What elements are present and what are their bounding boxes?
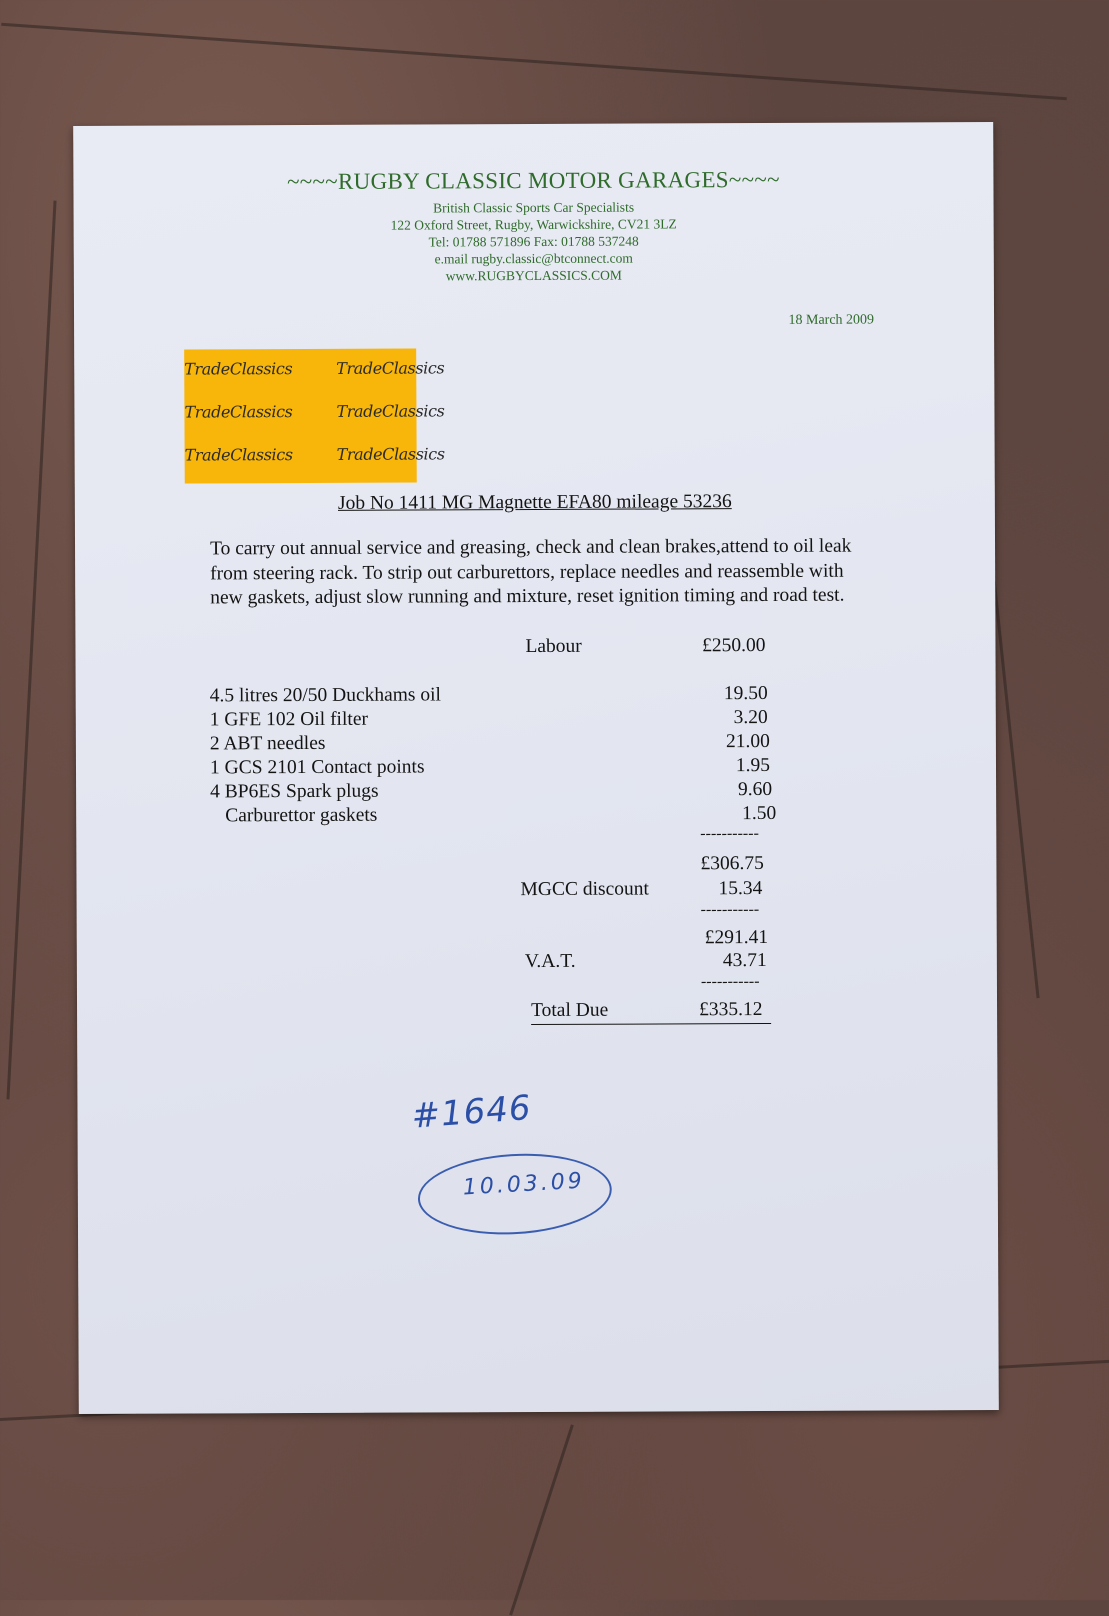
- separator-line: -----------: [700, 901, 760, 919]
- total-amount: £335.12: [699, 999, 763, 1021]
- work-description: To carry out annual service and greasing, check and clean brakes,attend to oil leak from steering rack. To strip out carburettors, replace needles and reassemble with new gaskets, adjust slow running and mixture, reset ignition timing and road test.: [209, 535, 852, 609]
- subtotal-amount: £306.75: [700, 853, 764, 875]
- vat-label: V.A.T.: [524, 950, 576, 973]
- item-amount: 1.50: [742, 802, 777, 825]
- company-phone: Tel: 01788 571896 Fax: 01788 537248: [428, 233, 639, 250]
- item-amount: 1.95: [735, 754, 771, 777]
- item-desc: 4 BP6ES Spark plugs: [210, 780, 379, 803]
- item-desc: 1 GCS 2101 Contact points: [209, 756, 425, 779]
- invoice-paper: [73, 122, 999, 1414]
- handwritten-date: 10.03.09: [462, 1168, 586, 1201]
- vat-amount: 43.71: [722, 949, 767, 972]
- logo-word: TradeClassics: [336, 401, 445, 421]
- item-amount: 21.00: [725, 730, 770, 753]
- item-desc: 1 GFE 102 Oil filter: [209, 708, 368, 731]
- handwritten-number: #1646: [410, 1087, 533, 1137]
- item-desc: 2 ABT needles: [209, 732, 326, 755]
- separator-line: -----------: [700, 825, 759, 843]
- job-line: Job No 1411 MG Magnette EFA80 mileage 53236: [337, 491, 732, 514]
- company-email: e.mail rugby.classic@btconnect.com: [434, 250, 633, 267]
- net-amount: £291.41: [704, 926, 769, 949]
- item-desc: Carburettor gaskets: [225, 804, 378, 827]
- total-label: Total Due: [531, 999, 609, 1022]
- company-name: ~~~~RUGBY CLASSIC MOTOR GARAGES~~~~: [286, 166, 780, 195]
- tradeclassics-logo-watermark: [184, 349, 445, 484]
- total-row: [531, 999, 771, 1025]
- company-website: www.RUGBYCLASSICS.COM: [445, 267, 622, 284]
- logo-word: TradeClassics: [336, 444, 445, 464]
- separator-line: -----------: [700, 973, 760, 991]
- logo-word: TradeClassics: [184, 402, 293, 422]
- invoice-date: 18 March 2009: [788, 312, 875, 328]
- labour-label: Labour: [525, 635, 582, 658]
- logo-word: TradeClassics: [184, 445, 293, 465]
- item-amount: 3.20: [733, 706, 768, 729]
- item-desc: 4.5 litres 20/50 Duckhams oil: [209, 684, 442, 707]
- item-amount: 9.60: [737, 778, 773, 801]
- discount-amount: 15.34: [718, 878, 763, 900]
- company-address: 122 Oxford Street, Rugby, Warwickshire, CV21 3LZ: [390, 216, 677, 233]
- labour-amount: £250.00: [702, 634, 766, 657]
- company-tagline: British Classic Sports Car Specialists: [433, 199, 635, 216]
- logo-word: TradeClassics: [336, 358, 445, 378]
- logo-word: TradeClassics: [184, 359, 293, 379]
- item-amount: 19.50: [723, 682, 768, 705]
- discount-label: MGCC discount: [520, 878, 649, 901]
